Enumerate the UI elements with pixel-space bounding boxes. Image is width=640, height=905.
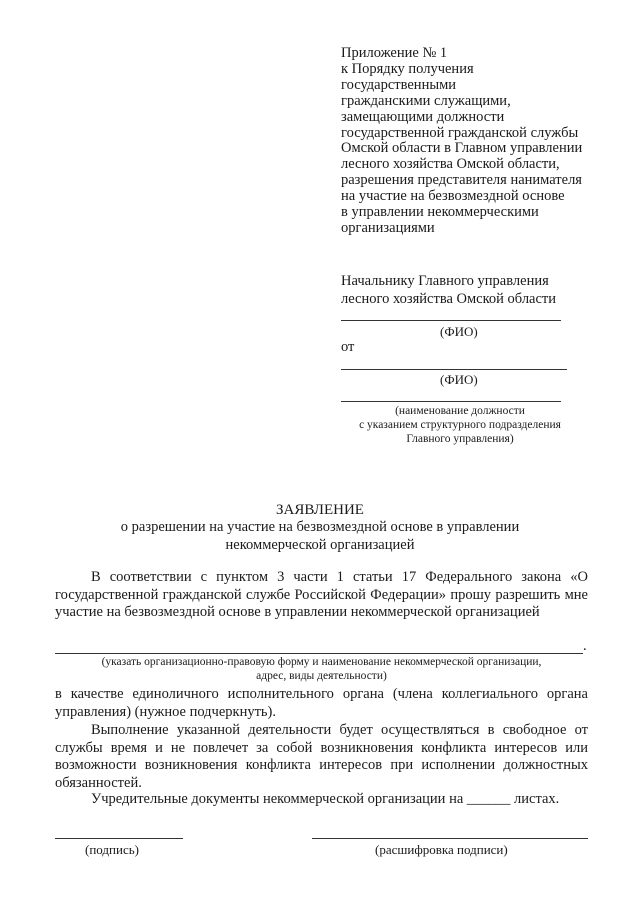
- annex-line: разрешения представителя нанимателя: [341, 172, 582, 189]
- signature-decoding-line: [312, 838, 588, 839]
- position-caption-line: с указанием структурного подразделения: [359, 419, 561, 431]
- addressee-line: Начальнику Главного управления: [341, 273, 549, 289]
- addressee-block: [341, 272, 556, 308]
- organization-line: [55, 653, 583, 654]
- organization-caption: [55, 655, 588, 683]
- paragraph-conditions: Выполнение указанной деятельности будет осуществляться в свободное от службы время и не повлечет за собой возникновения конфликта интересов или возможности возникновения конфликта интересов при исполнении должностных обязанностей.: [55, 722, 588, 791]
- document-subtitle-line2: некоммерческой организацией: [225, 537, 415, 553]
- addressee-line: лесного хозяйства Омской области: [341, 291, 557, 307]
- fio-caption-1: (ФИО): [440, 324, 478, 339]
- annex-line: на участие на безвозмездной основе: [341, 188, 565, 205]
- document-subtitle-line1: о разрешении на участие на безвозмездной основе в управлении: [120, 519, 520, 535]
- annex-line: государственными: [341, 76, 457, 93]
- annex-line: замещающими должности: [341, 108, 505, 125]
- position-line: [341, 401, 561, 402]
- paragraph-request: В соответствии с пунктом 3 части 1 статьи 17 Федерального закона «О государственной гражданской службе Российской Федерации» прошу разрешить мне участие на безвозмездной основе в управлении некоммерческой организацией: [55, 569, 588, 620]
- paragraph-documents: Учредительные документы некоммерческой организации на ______ листах.: [91, 791, 560, 807]
- position-caption: [330, 404, 590, 446]
- annex-line: государственной гражданской службы: [341, 124, 579, 141]
- position-caption-line: (наименование должности: [395, 405, 525, 417]
- signature-caption: (подпись): [85, 842, 139, 857]
- paragraph-role: в качестве единоличного исполнительного органа (члена коллегиального органа управления) (нужное подчеркнуть).: [55, 686, 588, 720]
- annex-line: к Порядку получения: [341, 60, 474, 77]
- annex-line: лесного хозяйства Омской области,: [341, 156, 560, 173]
- signature-decoding-caption: (расшифровка подписи): [375, 842, 508, 857]
- annex-line: организациями: [341, 219, 435, 236]
- document-title: ЗАЯВЛЕНИЕ: [276, 502, 364, 518]
- position-caption-line: Главного управления): [406, 433, 514, 445]
- signature-line: [55, 838, 183, 839]
- fio-line-2: [341, 369, 567, 370]
- annex-header: [341, 46, 582, 237]
- annex-line: Омской области в Главном управлении: [341, 140, 583, 157]
- fio-line-1: [341, 320, 561, 321]
- organization-line-end: .: [583, 638, 587, 654]
- from-label: от: [341, 339, 355, 355]
- organization-caption-line: (указать организационно-правовую форму и наименование некоммерческой организации,: [101, 656, 542, 668]
- annex-line: Приложение № 1: [341, 45, 448, 61]
- fio-caption-2: (ФИО): [440, 372, 478, 387]
- organization-caption-line: адрес, виды деятельности): [256, 670, 387, 682]
- annex-line: в управлении некоммерческими: [341, 204, 539, 221]
- annex-line: гражданскими служащими,: [341, 92, 511, 109]
